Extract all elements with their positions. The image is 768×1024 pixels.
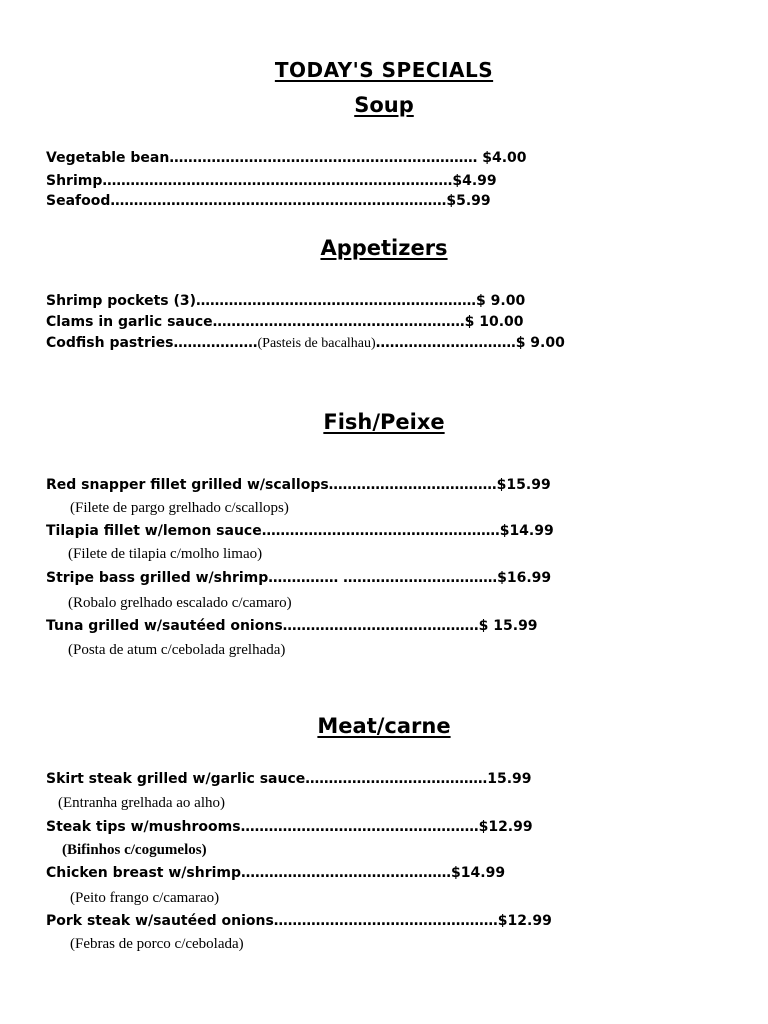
- menu-item-seafood-soup: Seafood………………………………………………………………$5.99: [46, 193, 491, 209]
- menu-item-tilapia-translation: (Filete de tilapia c/molho limao): [68, 546, 263, 562]
- menu-item-steak-tips-translation: (Bifinhos c/cogumelos): [62, 842, 207, 858]
- menu-item-red-snapper-translation: (Filete de pargo grelhado c/scallops): [70, 500, 289, 516]
- menu-item-pork-steak-translation: (Febras de porco c/cebolada): [70, 936, 244, 952]
- menu-item-tuna-translation: (Posta de atum c/cebolada grelhada): [68, 642, 286, 658]
- menu-item-shrimp-pockets: Shrimp pockets (3)……………………………………………………$ 9.00: [46, 293, 526, 309]
- codfish-name: Codfish pastries………………: [46, 335, 258, 351]
- codfish-note: (Pasteis de bacalhau): [257, 336, 376, 351]
- menu-item-chicken-breast-translation: (Peito frango c/camarao): [70, 890, 220, 906]
- menu-item-stripe-bass-translation: (Robalo grelhado escalado c/camaro): [68, 595, 292, 611]
- menu-item-tilapia: Tilapia fillet w/lemon sauce……………………………………………$14.99: [46, 523, 554, 539]
- menu-item-skirt-steak: Skirt steak grilled w/garlic sauce…………………………………15.99: [46, 771, 532, 787]
- menu-item-tuna: Tuna grilled w/sautéed onions……………………………………$ 15.99: [46, 618, 538, 634]
- menu-item-stripe-bass: Stripe bass grilled w/shrimp…………… ……………………………$16.99: [46, 570, 552, 586]
- section-title-appetizers: Appetizers: [320, 236, 448, 260]
- page-title: TODAY'S SPECIALS: [274, 58, 494, 82]
- codfish-price: …………………………$ 9.00: [375, 335, 565, 351]
- section-title-soup: Soup: [354, 93, 414, 117]
- menu-item-steak-tips: Steak tips w/mushrooms……………………………………………$12.99: [46, 819, 533, 835]
- menu-item-vegetable-bean: Vegetable bean………………………………………………………… $4.00: [46, 150, 527, 166]
- menu-item-pork-steak: Pork steak w/sautéed onions…………………………………………$12.99: [46, 913, 552, 929]
- menu-item-shrimp-soup: Shrimp…………………………………………………………………$4.99: [46, 173, 497, 189]
- section-title-fish: Fish/Peixe: [323, 410, 445, 434]
- menu-item-skirt-steak-translation: (Entranha grelhada ao alho): [58, 795, 225, 811]
- menu-item-clams-garlic: Clams in garlic sauce………………………………………………$ 10.00: [46, 314, 524, 330]
- menu-item-chicken-breast: Chicken breast w/shrimp………………………………………$14.99: [46, 865, 506, 881]
- section-title-meat: Meat/carne: [317, 714, 451, 738]
- menu-item-red-snapper: Red snapper fillet grilled w/scallops………………………………$15.99: [46, 477, 551, 493]
- menu-item-codfish-pastries: [46, 334, 565, 353]
